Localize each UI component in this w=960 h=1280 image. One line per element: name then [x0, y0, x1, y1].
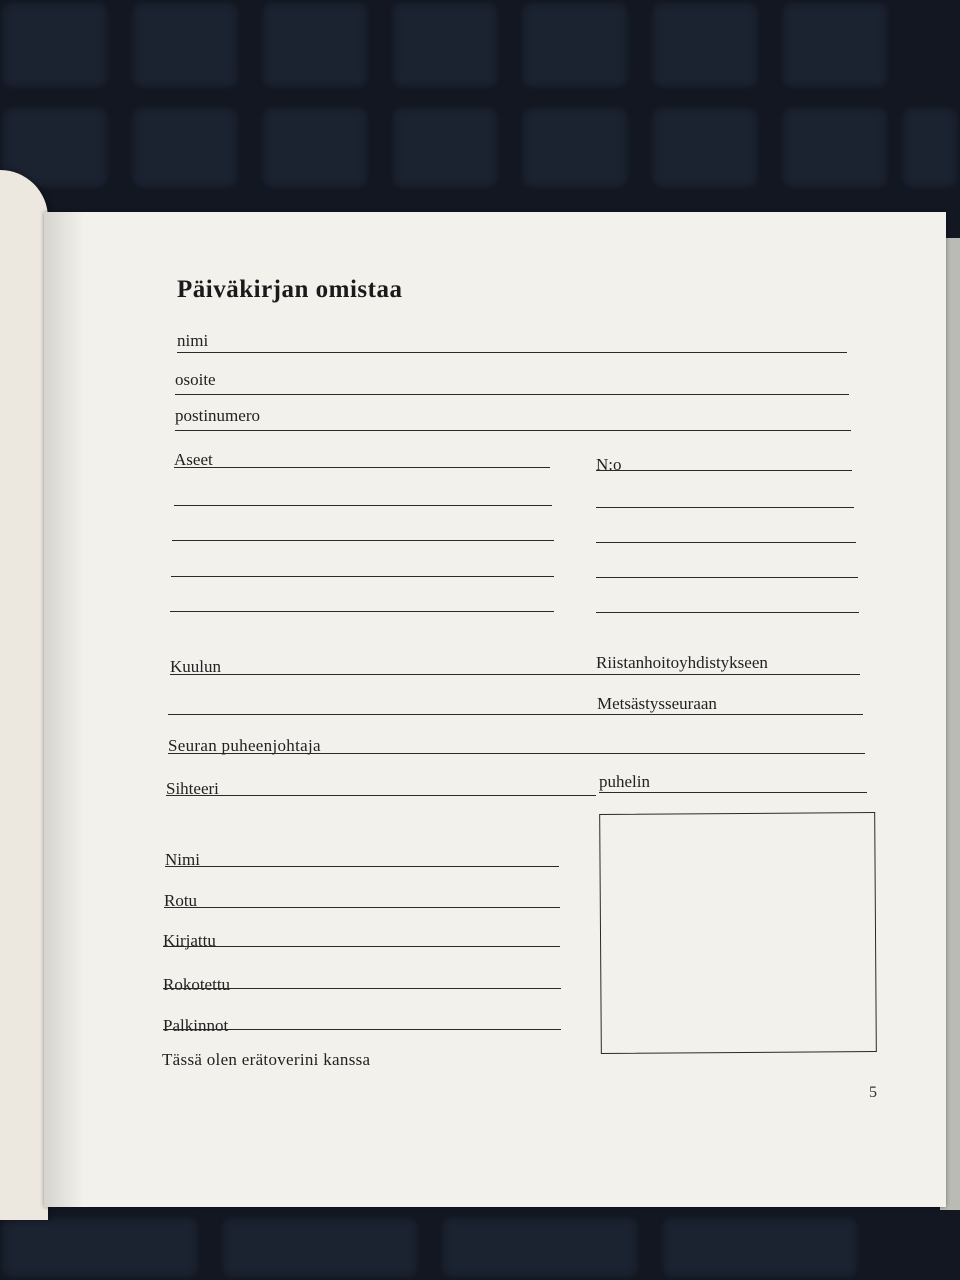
page-title: Päiväkirjan omistaa	[177, 276, 403, 303]
secretary-line[interactable]	[166, 795, 596, 796]
hunting-club-line[interactable]	[168, 714, 863, 715]
game-association-line[interactable]	[170, 674, 860, 675]
weapon-line-1[interactable]	[174, 467, 550, 468]
weapon-number-line-2[interactable]	[596, 507, 854, 508]
dog-breed-line[interactable]	[164, 907, 560, 908]
page-gutter-shadow	[44, 212, 84, 1207]
postal-code-label: postinumero	[175, 406, 260, 425]
club-chair-line[interactable]	[168, 753, 865, 754]
registered-label: Kirjattu	[163, 931, 216, 950]
owner-name-line[interactable]	[177, 352, 847, 353]
awards-label: Palkinnot	[163, 1016, 229, 1035]
club-chair-label: Seuran puheenjohtaja	[168, 736, 321, 755]
registered-line[interactable]	[163, 946, 560, 947]
weapon-line-2[interactable]	[174, 505, 552, 506]
vaccinated-label: Rokotettu	[163, 975, 231, 994]
weapon-line-4[interactable]	[171, 576, 554, 577]
dog-breed-label: Rotu	[164, 891, 198, 910]
vaccinated-line[interactable]	[163, 988, 561, 989]
weapon-number-line-1[interactable]	[596, 470, 852, 471]
weapon-number-label: N:o	[596, 455, 622, 474]
photo-caption: Tässä olen erätoverini kanssa	[162, 1050, 371, 1069]
weapon-number-line-4[interactable]	[596, 577, 858, 578]
address-label: osoite	[175, 370, 216, 389]
phone-label: puhelin	[599, 772, 650, 791]
awards-line[interactable]	[163, 1029, 561, 1030]
owner-name-label: nimi	[177, 331, 209, 350]
weapon-line-3[interactable]	[172, 540, 554, 541]
game-association-label: Riistanhoitoyhdistykseen	[596, 653, 768, 672]
weapon-number-line-5[interactable]	[596, 612, 859, 613]
secretary-label: Sihteeri	[166, 779, 219, 798]
weapons-label: Aseet	[174, 450, 213, 469]
page-number: 5	[869, 1084, 877, 1101]
dog-name-line[interactable]	[165, 866, 559, 867]
left-page-edge	[0, 170, 48, 1220]
phone-line[interactable]	[599, 792, 867, 793]
hunting-club-label: Metsästysseuraan	[597, 694, 717, 713]
member-of-label: Kuulun	[170, 657, 221, 676]
weapon-line-5[interactable]	[170, 611, 554, 612]
postal-code-line[interactable]	[175, 430, 851, 431]
photo-frame[interactable]	[599, 812, 877, 1054]
address-line[interactable]	[175, 394, 849, 395]
weapon-number-line-3[interactable]	[596, 542, 856, 543]
dog-name-label: Nimi	[165, 850, 200, 869]
